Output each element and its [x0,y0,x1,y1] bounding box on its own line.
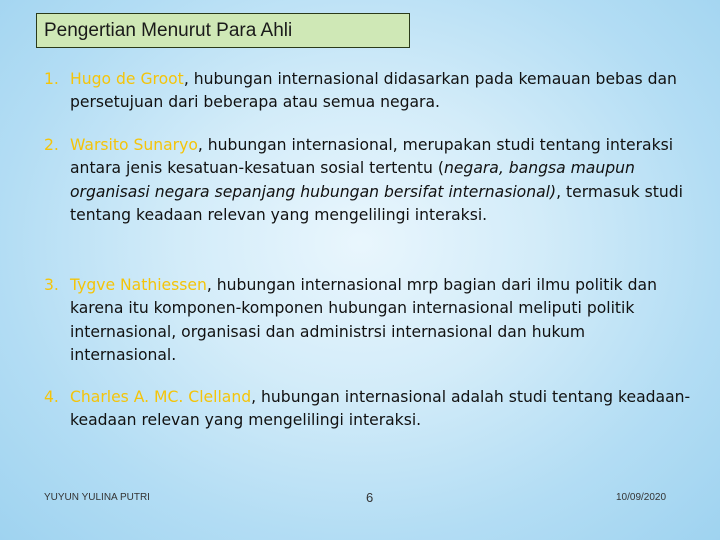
expert-name: Warsito Sunaryo [70,136,198,154]
expert-name: Hugo de Groot [70,70,184,88]
list-item [44,68,694,115]
footer-date: 10/09/2020 [616,492,667,503]
expert-name: Charles A. MC. Clelland [70,388,252,406]
item-text-italic: negara, bangsa maupun organisasi negara sepanjang hubungan bersifat internasional) [70,159,635,201]
item-text: , hubungan internasional adalah studi tentang keadaan-keadaan relevan yang mengelilingi interaksi. [70,388,691,430]
list-item [44,134,694,228]
item-text: , hubungan internasional didasarkan pada kemauan bebas dan persetujuan dari beberapa atau semua negara. [70,70,677,112]
item-number: 3. [44,276,59,294]
item-number: 1. [44,70,59,88]
list-item [44,386,694,433]
expert-name: Tygve Nathiessen [70,276,207,294]
footer-page-number: 6 [366,490,374,505]
item-text: , hubungan internasional, merupakan studi tentang interaksi antara jenis kesatuan-kesatuan sosial tertentu ( [70,136,674,178]
list-item [44,274,694,368]
item-text: , hubungan internasional mrp bagian dari ilmu politik dan karena itu komponen-komponen hubungan internasional meliputi politik internasional, organisasi dan administrsi internasional dan hukum internasional. [70,276,657,365]
item-text: , termasuk studi tentang keadaan relevan yang mengelilingi interaksi. [70,182,683,225]
item-number: 2. [44,136,59,154]
slide-title: Pengertian Menurut Para Ahli [36,13,410,48]
footer-author: YUYUN YULINA PUTRI [44,492,150,503]
item-number: 4. [44,388,59,406]
